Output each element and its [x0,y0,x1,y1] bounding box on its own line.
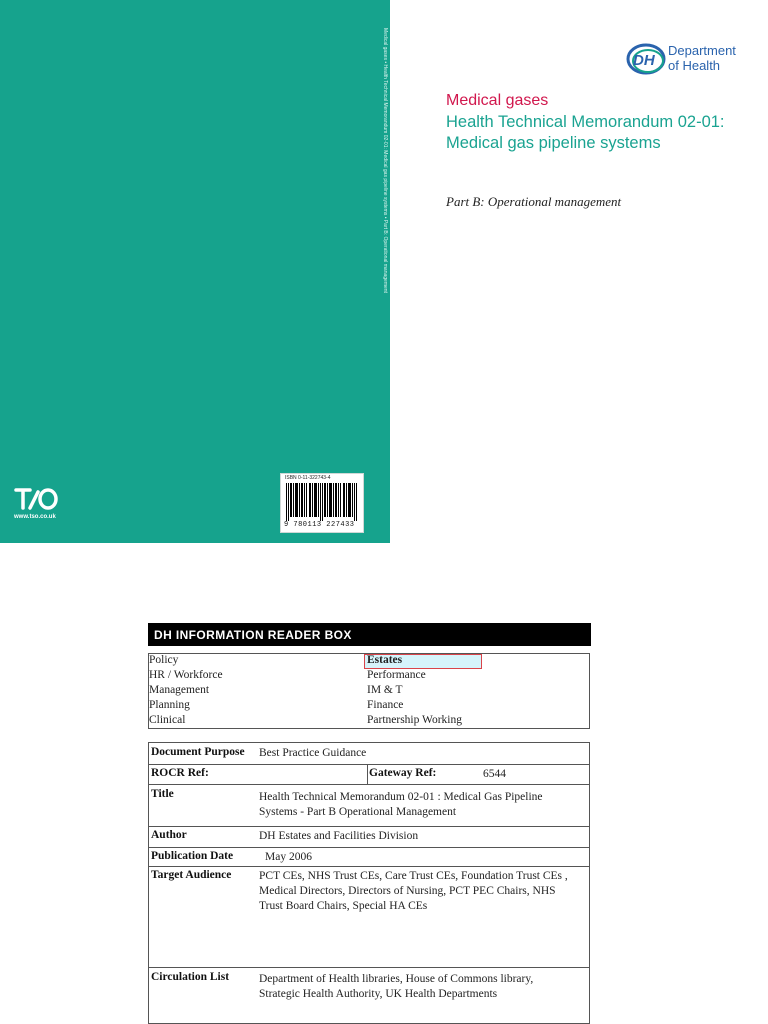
category-estates: Estates [367,654,403,666]
circulation-list-value-line2: Strategic Health Authority, UK Health Departments [259,988,498,1000]
document-purpose-label: Document Purpose [151,746,245,758]
isbn-label: ISBN 0-11-322743-4 [285,475,331,481]
document-purpose-value: Best Practice Guidance [259,747,367,759]
publisher-url[interactable]: www.tso.co.uk [14,514,56,520]
category-performance: Performance [367,669,426,681]
cover-title: Health Technical Memorandum 02-01: Medical gas pipeline systems [446,113,725,152]
cover-title-topic: Medical gases [446,92,549,109]
row-divider [149,967,589,968]
tso-logo [14,486,58,512]
title-value-line1: Health Technical Memorandum 02-01 : Medical Gas Pipeline [259,791,543,803]
category-policy: Policy [149,654,179,666]
column-divider [367,764,368,784]
target-audience-value-line2: Medical Directors, Directors of Nursing, PCT PEC Chairs, NHS [259,885,556,897]
target-audience-value-line1: PCT CEs, NHS Trust CEs, Care Trust CEs, Foundation Trust CEs , [259,870,568,882]
cover-subtitle: Part B: Operational management [446,194,622,209]
spine-title: Medical gases • Health Technical Memorandum 02-01: Medical gas pipeline systems • Part B: Operational management [382,28,388,293]
barcode [286,483,358,521]
row-divider [149,866,589,867]
category-im-t: IM & T [367,684,403,696]
dh-logo-line2: of Health [668,58,721,73]
author-value: DH Estates and Facilities Division [259,830,419,842]
rocr-ref-label: ROCR Ref: [151,767,209,779]
title-value-line2: Systems - Part B Operational Management [259,806,457,818]
row-divider [149,764,589,765]
row-divider [149,826,589,827]
author-label: Author [151,829,187,841]
svg-text:DH: DH [633,52,655,69]
publication-date-value: May 2006 [265,851,312,863]
back-cover [0,0,372,543]
circulation-list-label: Circulation List [151,971,230,983]
barcode-digits: 9 780113 227433 [284,521,355,529]
row-divider [149,784,589,785]
details-table [148,742,590,1024]
category-planning: Planning [149,699,190,711]
category-hr-workforce: HR / Workforce [149,669,223,681]
gateway-ref-label: Gateway Ref: [369,767,437,779]
category-management: Management [149,684,210,696]
reader-box-title: DH INFORMATION READER BOX [148,623,591,646]
target-audience-value-line3: Trust Board Chairs, Special HA CEs [259,900,428,912]
circulation-list-value-line1: Department of Health libraries, House of Commons library, [259,973,534,985]
category-finance: Finance [367,699,404,711]
publication-date-label: Publication Date [151,850,234,862]
front-cover [390,0,768,543]
category-table [148,653,590,729]
category-clinical: Clinical [149,714,186,726]
row-divider [149,847,589,848]
gateway-ref-value: 6544 [483,768,506,780]
title-label: Title [151,788,174,800]
category-partnership-working: Partnership Working [367,714,463,726]
dh-logo-line1: Department [668,43,736,58]
isbn-barcode [280,473,364,533]
target-audience-label: Target Audience [151,869,232,881]
dh-logo-icon [626,40,666,78]
